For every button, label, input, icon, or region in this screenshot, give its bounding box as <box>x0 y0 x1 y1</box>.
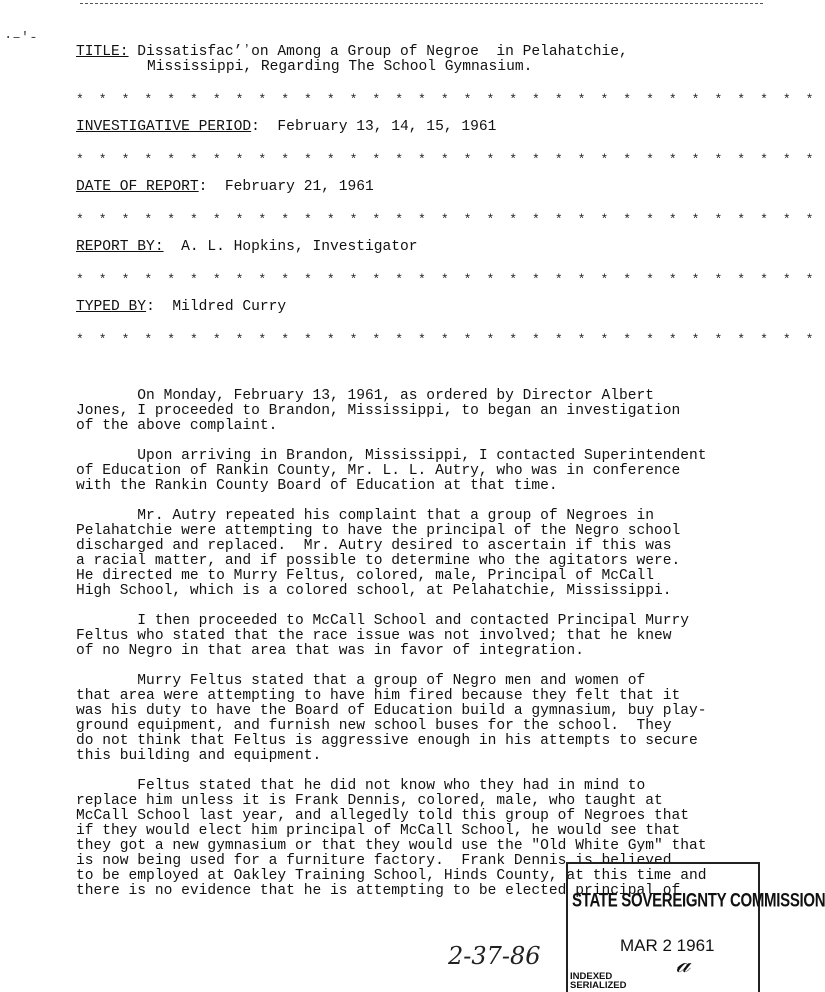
separator-1: * * * * * * * * * * * * * * * * * * * * * * * * * * * * * * * * * <box>76 92 818 107</box>
period-value: : February 13, 14, 15, 1961 <box>251 119 497 135</box>
typed-line <box>76 300 286 315</box>
top-edge-line <box>80 3 763 4</box>
paragraph-4: I then proceeded to McCall School and contacted Principal Murry Feltus who stated that the race issue was not involved; that he knew of no Negro in that area that was in favor of integration. <box>76 613 690 659</box>
date-value: : February 21, 1961 <box>198 179 374 195</box>
stamp-index-lines: INDEXED SERIALIZED <box>570 971 627 991</box>
title-line-2: Mississippi, Regarding The School Gymnasium. <box>147 59 533 75</box>
period-line <box>76 120 496 135</box>
date-label: DATE OF REPORT <box>76 179 199 195</box>
paragraph-5: Murry Feltus stated that a group of Negro men and women of that area were attempting to have him fired because they felt that it was his duty to have the Board of Education build a gymnasium, buy play- ground equipment, and furnish new school buses for the school. They do not think that Feltus is aggressive enough in his attempts to secure this building and equipment. <box>76 673 707 764</box>
margin-mark: ·‒′‑ <box>4 30 38 46</box>
separator-4: * * * * * * * * * * * * * * * * * * * * * * * * * * * * * * * * * <box>76 272 818 287</box>
report-value: A. L. Hopkins, Investigator <box>163 239 418 255</box>
report-label: REPORT BY: <box>76 239 164 255</box>
title-line-1 <box>76 45 628 60</box>
typed-label: TYPED BY <box>76 299 147 315</box>
date-line <box>76 180 374 195</box>
separator-5: * * * * * * * * * * * * * * * * * * * * * * * * * * * * * * * * * <box>76 332 818 347</box>
separator-2: * * * * * * * * * * * * * * * * * * * * * * * * * * * * * * * * * <box>76 152 818 167</box>
paragraph-3: Mr. Autry repeated his complaint that a group of Negroes in Pelahatchie were attempting to have the principal of the Negro school discharged and replaced. Mr. Autry desired to ascertain if this was a racial matter, and if possible to determine who the agitators were. He directed me to Murry Feltus, colored, male, Principal of McCall High School, which is a colored school, at Pelahatchie, Mississippi. <box>76 508 681 599</box>
stamp-date: MAR 2 1961 <box>620 936 715 955</box>
title-label: TITLE: <box>76 44 129 60</box>
paragraph-1: On Monday, February 13, 1961, as ordered by Director Albert Jones, I proceeded to Brandon, Mississippi, to began an investigation of the above complaint. <box>76 388 681 434</box>
handwritten-file-number: 2-37-86 <box>448 942 541 970</box>
typed-value: : Mildred Curry <box>146 299 287 315</box>
title-text-1: Dissatisfac’ʼon Among a Group of Negroe in Pelahatchie, <box>128 44 628 60</box>
commission-stamp <box>566 862 825 992</box>
paragraph-6: Feltus stated that he did not know who they had in mind to replace him unless it is Frank Dennis, colored, male, who taught at McCall School last year, and allegedly told this group of Negroes that if they would elect him principal of McCall School, he would see that they got a new gymnasium or that they would use the "Old White Gym" that is now being used for a furniture factory. Frank Dennis is believed to be employed at Oakley Training School, Hinds County, at this time and there is no evidence that he is attempting to be elected principal of <box>76 778 707 899</box>
report-line <box>76 240 418 255</box>
period-label: INVESTIGATIVE PERIOD <box>76 119 252 135</box>
stamp-title: STATE SOVEREIGNTY COMMISSION <box>572 889 825 912</box>
separator-3: * * * * * * * * * * * * * * * * * * * * * * * * * * * * * * * * * <box>76 212 818 227</box>
stamp-initials-mark: 𝒶 <box>676 949 691 979</box>
paragraph-2: Upon arriving in Brandon, Mississippi, I contacted Superintendent of Education of Rankin County, Mr. L. L. Autry, who was in conference with the Rankin County Board of Education at that time. <box>76 448 707 494</box>
